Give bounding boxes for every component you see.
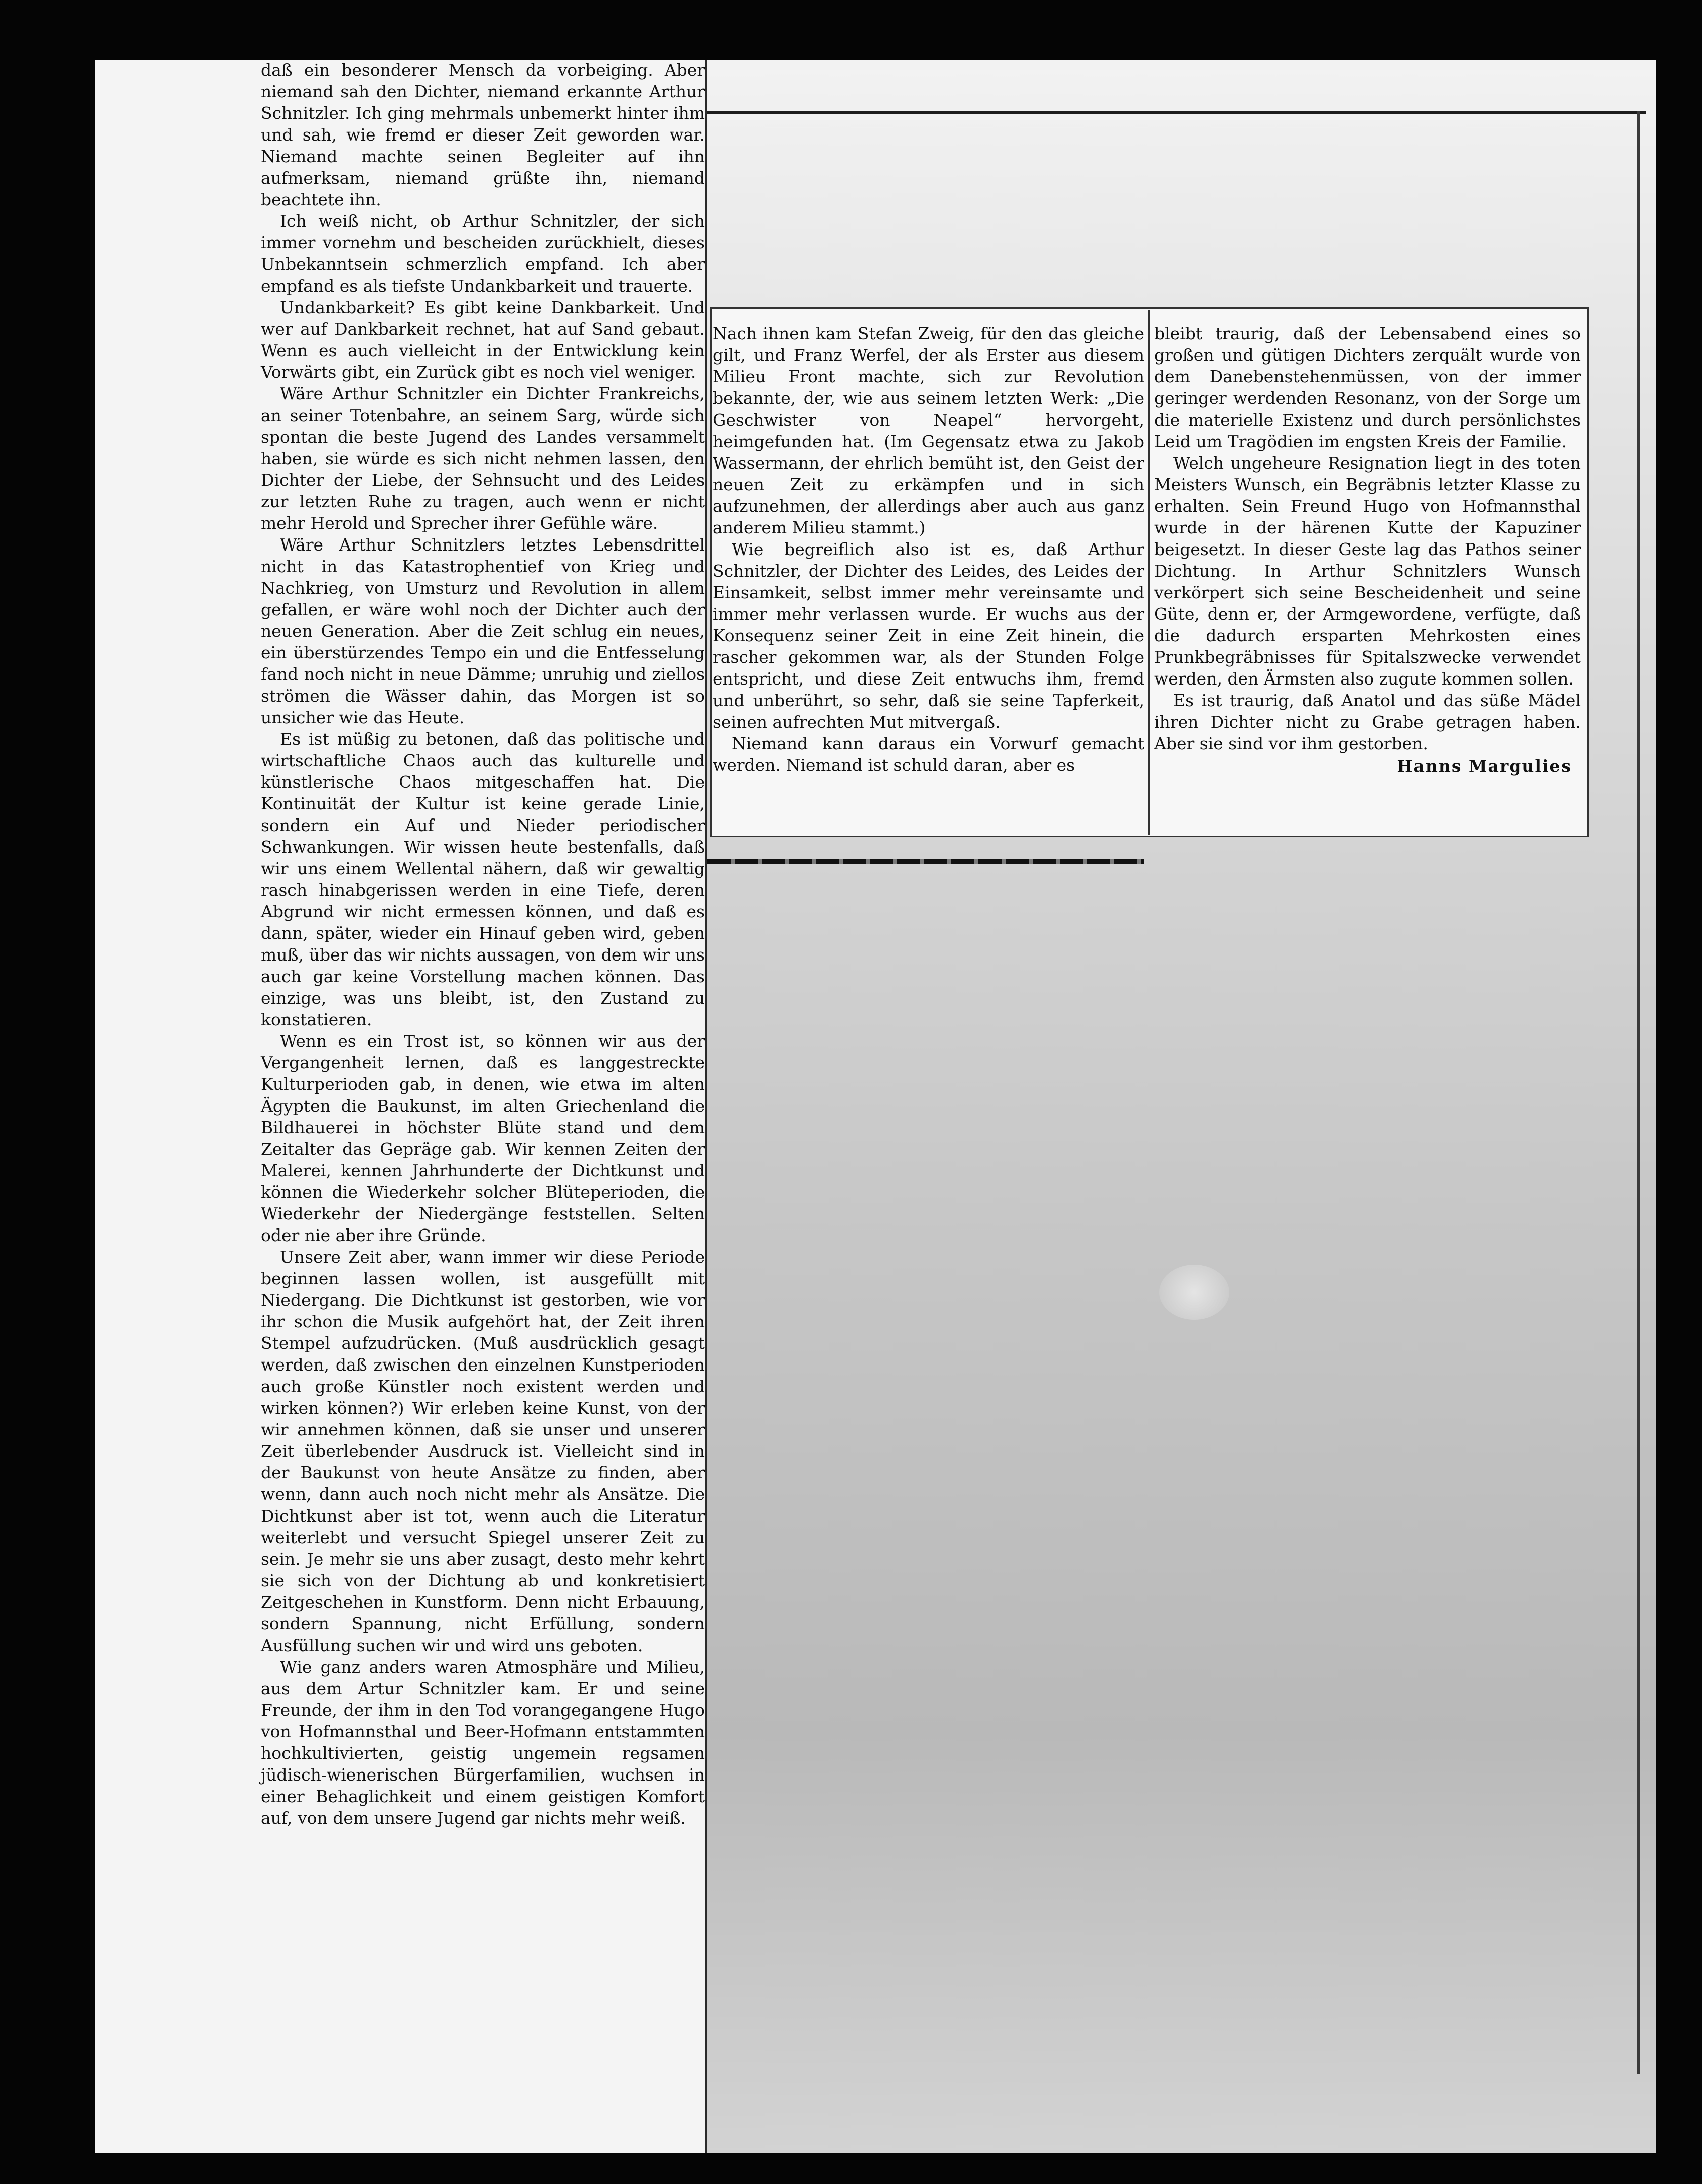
paragraph: Wenn es ein Trost ist, so können wir aus der Vergangenheit lernen, daß es langgestreckte Kulturperioden gab, in denen, wie etwa im alten Ägypten die Baukunst, im alten Griechenland die Bildhauerei in höchster Blüte stand und dem Zeitalter das Gepräge gab. Wir kennen Zeiten der Malerei, kennen Jahrhunderte der Dichtkunst und können die Wiederkehr solcher Blüteperioden, die Wiederkehr der Niedergänge feststellen. Selten oder nie aber ihre Gründe. <box>261 1031 705 1245</box>
author-signature: Hanns Margulies <box>1397 756 1572 776</box>
paragraph: Unsere Zeit aber, wann immer wir diese Periode beginnen lassen wollen, ist ausgefüllt mit Niedergang. Die Dichtkunst ist gestorben, wie vor ihr schon die Musik aufgehört hat, der Zeit ihren Stempel aufzudrücken. (Muß ausdrücklich gesagt werden, daß zwischen den einzelnen Kunstperioden auch große Künstler noch existent werden und wirken können?) Wir erleben keine Kunst, von der wir annehmen können, daß sie unser und unserer Zeit überlebender Ausdruck ist. Vielleicht sind in der Baukunst von heute Ansätze zu finden, aber wenn, dann auch noch nicht mehr als Ansätze. Die Dichtkunst aber ist tot, wenn auch die Literatur weiterlebt und versucht Spiegel unserer Zeit zu sein. Je mehr sie uns aber zusagt, desto mehr kehrt sie sich von der Dichtung ab und konkretisiert Zeitgeschehen in Kunstform. Denn nicht Erbauung, sondern Spannung, nicht Erfüllung, sondern Ausfüllung suchen wir und wird uns geboten. <box>261 1247 705 1655</box>
paragraph: Wäre Arthur Schnitzler ein Dichter Frankreichs, an seiner Totenbahre, an seinem Sarg, würde sich spontan die beste Jugend des Landes versammelt haben, sie würde es sich nicht nehmen lassen, den Dichter der Liebe, der Sehnsucht und des Leides zur letzten Ruhe zu tragen, auch wenn er nicht mehr Herold und Sprecher ihrer Gefühle wäre. <box>261 384 705 533</box>
paragraph: Ich weiß nicht, ob Arthur Schnitzler, der sich immer vornehm und bescheiden zurückhielt, dieses Unbekanntsein schmerzlich empfand. Ich aber empfand es als tiefste Undankbarkeit und trauerte. <box>261 211 705 296</box>
clipping-bottom-rule <box>707 859 1144 864</box>
left-article-column <box>261 59 705 1829</box>
column-divider <box>1148 310 1150 835</box>
paragraph: Wie ganz anders waren Atmosphäre und Milieu, aus dem Artur Schnitzler kam. Er und seine Freunde, der ihm in den Tod vorangegangene Hugo von Hofmannsthal und Beer-Hofmann entstammten hochkultivierten, geistig ungemein regsamen jüdisch-wienerischen Bürgerfamilien, wuchsen in einer Behaglichkeit und einem geistigen Komfort auf, von dem unsere Jugend gar nichts mehr weiß. <box>261 1657 705 1828</box>
right-article-column <box>1154 323 1581 777</box>
board-top-edge <box>707 111 1646 114</box>
middle-article-column <box>713 323 1144 776</box>
paragraph: Niemand kann daraus ein Vorwurf gemacht werden. Niemand ist schuld daran, aber es <box>713 734 1144 775</box>
paragraph: daß ein besonderer Mensch da vorbeiging. Aber niemand sah den Dichter, niemand erkannte Arthur Schnitzler. Ich ging mehrmals unbemerkt hinter ihm und sah, wie fremd er dieser Zeit geworden war. Niemand machte seinen Begleiter auf ihn aufmerksam, niemand grüßte ihn, niemand beachtete ihn. <box>261 60 705 209</box>
paragraph: Nach ihnen kam Stefan Zweig, für den das gleiche gilt, und Franz Werfel, der als Erster aus diesem Milieu Front machte, sich zur Revolution bekannte, der, wie aus seinem letzten Werk: „Die Geschwister von Neapel“ hervorgeht, heimgefunden hat. (Im Gegensatz etwa zu Jakob Wassermann, der ehrlich bemüht ist, den Geist der neuen Zeit zu erkämpfen und in sich aufzunehmen, der allerdings aber auch aus ganz anderem Milieu stammt.) <box>713 324 1144 537</box>
paragraph: Es ist traurig, daß Anatol und das süße Mädel ihren Dichter nicht zu Grabe getragen haben. Aber sie sind vor ihm gestorben. <box>1154 691 1581 753</box>
paragraph: bleibt traurig, daß der Lebensabend eines so großen und gütigen Dichters zerquält wurde von dem Danebenstehenmüssen, von der immer geringer werdenden Resonanz, von der Sorge um die materielle Existenz und durch persönlichstes Leid um Tragödien im engsten Kreis der Familie. <box>1154 324 1581 451</box>
paragraph: Wie begreiflich also ist es, daß Arthur Schnitzler, der Dichter des Leides, des Leides der Einsamkeit, selbst immer mehr vereinsamte und immer mehr verlassen wurde. Er wuchs aus der Konsequenz seiner Zeit in eine Zeit hinein, die rascher gekommen war, als der Stunden Folge entspricht, und diese Zeit entwuchs ihm, fremd und unberührt, so sehr, daß sie seine Tapferkeit, seinen aufrechten Mut mitvergaß. <box>713 539 1144 732</box>
paragraph: Welch ungeheure Resignation liegt in des toten Meisters Wunsch, ein Begräbnis letzter Klasse zu erhalten. Sein Freund Hugo von Hofmannsthal wurde in der härenen Kutte der Kapuziner beigesetzt. In dieser Geste lag das Pathos seiner Dichtung. In Arthur Schnitzlers Wunsch verkörpert sich seine Bescheidenheit und seine Güte, denn er, der Armgewordene, verfügte, daß die dadurch ersparten Mehrkosten eines Prunkbegräbnisses für Spitalszwecke verwendet werden, den Ärmsten also zugute kommen sollen. <box>1154 453 1581 689</box>
board-right-edge <box>1637 111 1640 2074</box>
paragraph: Wäre Arthur Schnitzlers letztes Lebensdrittel nicht in das Katastrophentief von Krieg und Nachkrieg, von Umsturz und Revolution in allem gefallen, er wäre wohl noch der Dichter auch der neuen Generation. Aber die Zeit schlug ein neues, ein überstürzendes Tempo ein und die Entfesselung fand noch nicht in neue Dämme; unruhig und ziellos strömen die Wässer dahin, das Morgen ist so unsicher wie das Heute. <box>261 535 705 727</box>
paragraph: Undankbarkeit? Es gibt keine Dankbarkeit. Und wer auf Dankbarkeit rechnet, hat auf Sand gebaut. Wenn es auch vielleicht in der Entwicklung kein Vorwärts gibt, ein Zurück gibt es noch viel weniger. <box>261 298 705 382</box>
paper-stain <box>1159 1265 1229 1320</box>
paragraph: Es ist müßig zu betonen, daß das politische und wirtschaftliche Chaos auch das kulturelle und künstlerische Chaos mitgeschaffen hat. Die Kontinuität der Kultur ist keine gerade Linie, sondern ein Auf und Nieder periodischer Schwankungen. Wir wissen heute bestenfalls, daß wir uns einem Wellental nähern, daß wir gewaltig rasch hinabgerissen werden in eine Tiefe, deren Abgrund wir nicht ermessen können, und daß es dann, später, wieder ein Hinauf geben wird, geben muß, über das wir nichts aussagen, von dem wir uns auch gar keine Vorstellung machen können. Das einzige, was uns bleibt, ist, den Zustand zu konstatieren. <box>261 729 705 1029</box>
